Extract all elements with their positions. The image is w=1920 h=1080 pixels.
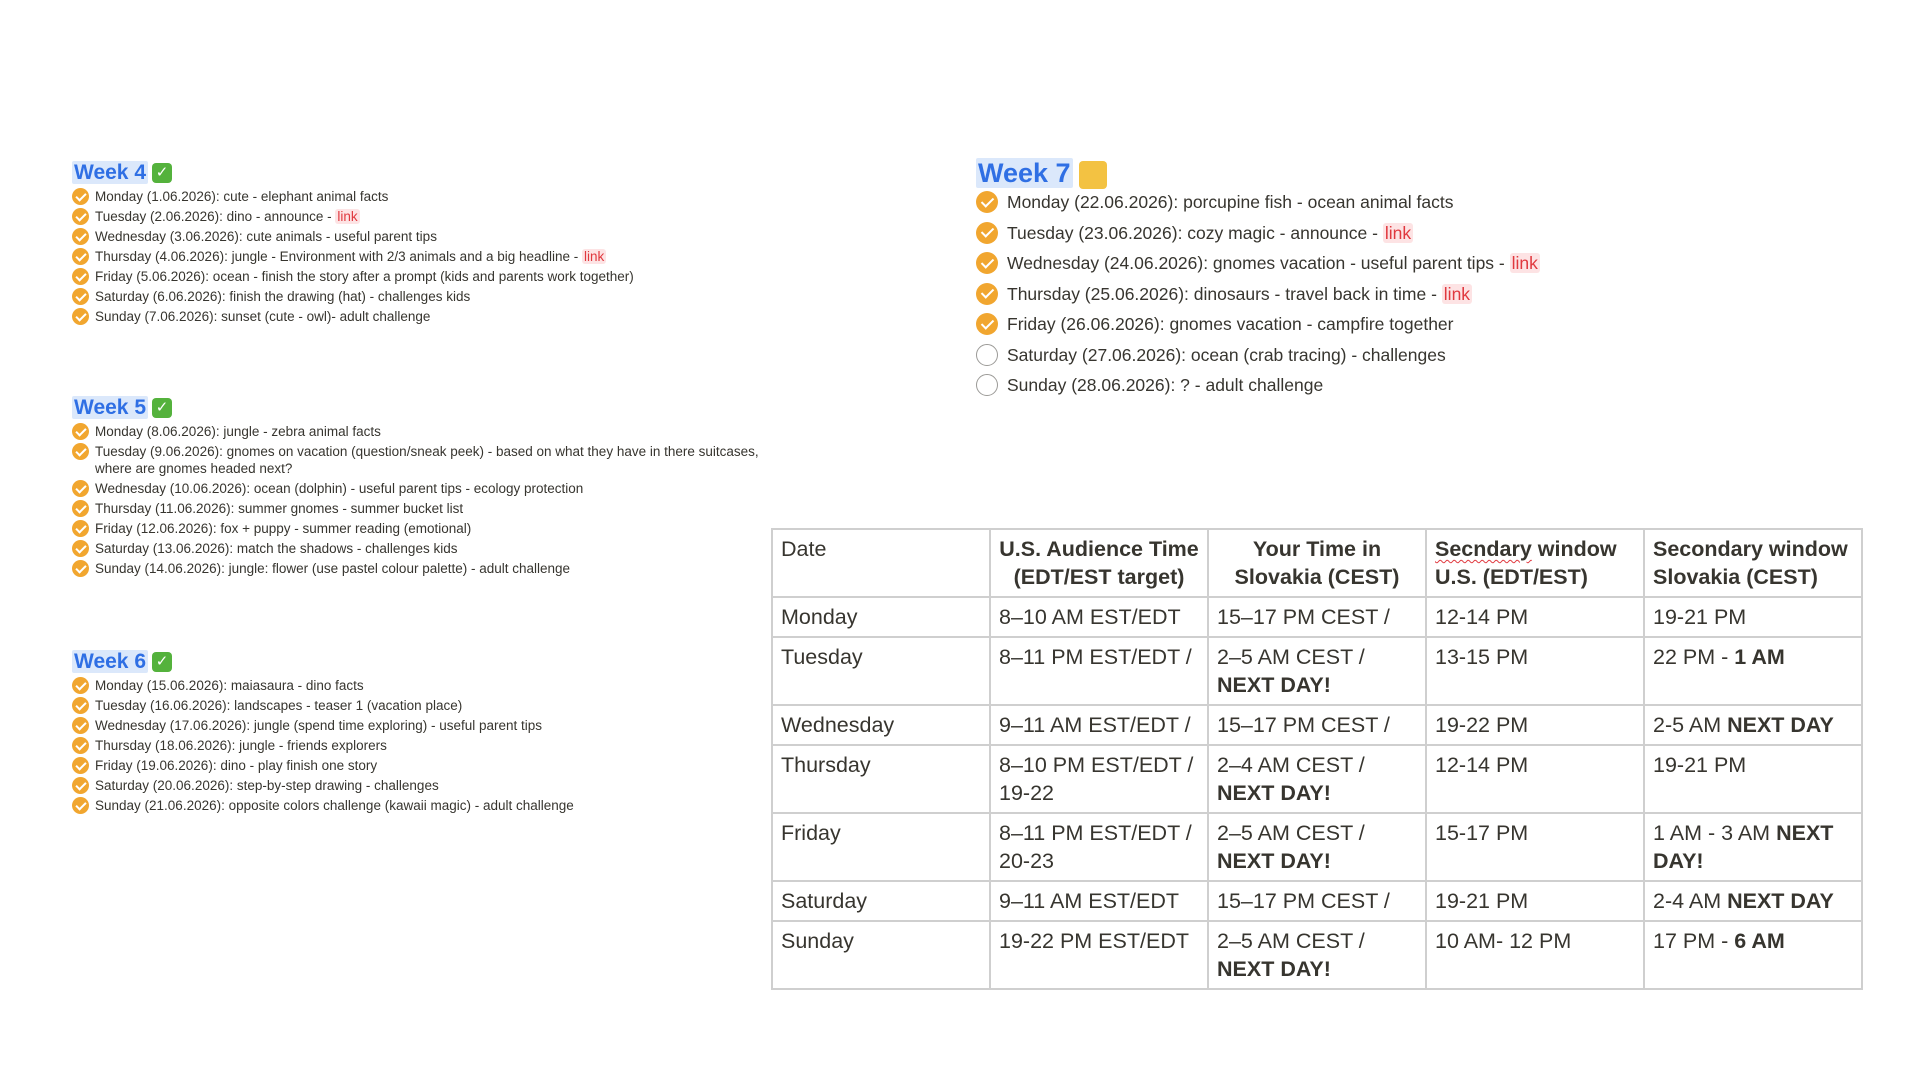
week-6-section bbox=[72, 649, 792, 817]
todo-label: Friday (19.06.2026): dino - play finish one story bbox=[95, 758, 378, 773]
todo-item bbox=[72, 480, 792, 497]
todo-item bbox=[72, 208, 792, 225]
todo-text[interactable] bbox=[95, 757, 377, 774]
cell-text: 9–11 AM EST/EDT bbox=[999, 889, 1180, 913]
misspelled-word: Secndary bbox=[1435, 537, 1532, 561]
todo-label: Sunday (21.06.2026): opposite colors challenge (kawaii magic) - adult challenge bbox=[95, 798, 574, 813]
cell-secondary-us[interactable] bbox=[1426, 705, 1644, 745]
cell-us-time[interactable] bbox=[990, 745, 1208, 813]
unchecked-checkbox-icon[interactable] bbox=[976, 374, 998, 396]
checked-checkbox-icon[interactable] bbox=[72, 560, 89, 577]
cell-text: 2–5 AM CEST / bbox=[1217, 929, 1365, 953]
cell-text: Thursday bbox=[781, 753, 871, 777]
todo-item bbox=[72, 777, 792, 794]
schedule-table bbox=[771, 528, 1863, 990]
cell-day[interactable] bbox=[772, 745, 990, 813]
header-us-audience-time[interactable]: U.S. Audience Time (EDT/EST target) bbox=[990, 529, 1208, 597]
cell-slovakia-time[interactable] bbox=[1208, 813, 1426, 881]
check-mark-icon: ✓ bbox=[152, 163, 172, 183]
todo-list bbox=[72, 188, 792, 325]
table-row bbox=[772, 813, 1862, 881]
link-chip[interactable]: link bbox=[1443, 283, 1471, 304]
cell-us-time[interactable] bbox=[990, 705, 1208, 745]
checked-checkbox-icon[interactable] bbox=[72, 757, 89, 774]
cell-text: 8–10 PM EST/EDT / bbox=[999, 753, 1194, 777]
todo-label: Monday (1.06.2026): cute - elephant animal facts bbox=[95, 189, 389, 204]
checked-checkbox-icon[interactable] bbox=[72, 288, 89, 305]
table-row bbox=[772, 597, 1862, 637]
checked-checkbox-icon[interactable] bbox=[976, 313, 998, 335]
next-day-note: NEXT DAY bbox=[1727, 713, 1834, 737]
cell-text: Saturday bbox=[781, 889, 868, 913]
cell-secondary-us[interactable] bbox=[1426, 813, 1644, 881]
todo-text[interactable] bbox=[1007, 252, 1540, 274]
todo-text[interactable] bbox=[95, 697, 462, 714]
todo-label: Tuesday (9.06.2026): gnomes on vacation (question/sneak peek) - based on what they have in there suitcases, where are gnomes headed next? bbox=[95, 444, 759, 476]
table-row bbox=[772, 705, 1862, 745]
todo-item bbox=[72, 268, 792, 285]
cell-slovakia-time[interactable] bbox=[1208, 597, 1426, 637]
cell-slovakia-time[interactable] bbox=[1208, 637, 1426, 705]
cell-text: 12-14 PM bbox=[1435, 753, 1529, 777]
next-day-note: NEXT DAY! bbox=[1653, 821, 1834, 873]
checked-checkbox-icon[interactable] bbox=[72, 308, 89, 325]
todo-text[interactable] bbox=[95, 423, 381, 440]
todo-item bbox=[976, 252, 1716, 274]
todo-label: Monday (22.06.2026): porcupine fish - ocean animal facts bbox=[1007, 192, 1454, 212]
checked-checkbox-icon[interactable] bbox=[72, 697, 89, 714]
todo-item bbox=[72, 677, 792, 694]
todo-item bbox=[72, 423, 792, 440]
todo-label: Saturday (13.06.2026): match the shadows - challenges kids bbox=[95, 541, 458, 556]
checked-checkbox-icon[interactable] bbox=[72, 717, 89, 734]
checked-checkbox-icon[interactable] bbox=[72, 208, 89, 225]
checked-checkbox-icon[interactable] bbox=[72, 480, 89, 497]
todo-text[interactable] bbox=[1007, 344, 1446, 366]
todo-text[interactable] bbox=[1007, 313, 1453, 335]
cell-text: 10 AM- 12 PM bbox=[1435, 929, 1572, 953]
link-chip[interactable]: link bbox=[337, 209, 358, 224]
checked-checkbox-icon[interactable] bbox=[72, 443, 89, 460]
todo-label: Thursday (4.06.2026): jungle - Environment with 2/3 animals and a big headline - bbox=[95, 249, 583, 264]
cell-text: 15–17 PM CEST / bbox=[1217, 713, 1390, 737]
unchecked-checkbox-icon[interactable] bbox=[976, 344, 998, 366]
cell-text: 19-21 PM bbox=[1435, 889, 1529, 913]
cell-day[interactable] bbox=[772, 881, 990, 921]
todo-text[interactable] bbox=[1007, 222, 1413, 244]
todo-text[interactable] bbox=[95, 737, 387, 754]
week-4-section bbox=[72, 160, 792, 328]
todo-label: Friday (12.06.2026): fox + puppy - summer reading (emotional) bbox=[95, 521, 472, 536]
cell-text: 19-22 PM bbox=[1435, 713, 1529, 737]
cell-secondary-slovakia[interactable] bbox=[1644, 813, 1862, 881]
checked-checkbox-icon[interactable] bbox=[72, 248, 89, 265]
todo-text[interactable] bbox=[95, 540, 457, 557]
cell-day[interactable] bbox=[772, 921, 990, 989]
checked-checkbox-icon[interactable] bbox=[72, 188, 89, 205]
todo-label: Sunday (14.06.2026): jungle: flower (use pastel colour palette) - adult challenge bbox=[95, 561, 571, 576]
todo-label: Thursday (18.06.2026): jungle - friends explorers bbox=[95, 738, 387, 753]
cell-secondary-slovakia[interactable] bbox=[1644, 637, 1862, 705]
checked-checkbox-icon[interactable] bbox=[72, 777, 89, 794]
cell-text: 19-21 PM bbox=[1653, 753, 1747, 777]
cell-text: 19-22 PM EST/EDT bbox=[999, 929, 1189, 953]
todo-label: Sunday (28.06.2026): ? - adult challenge bbox=[1007, 375, 1324, 395]
week-heading[interactable] bbox=[72, 395, 172, 421]
todo-text[interactable] bbox=[95, 288, 470, 305]
todo-text[interactable] bbox=[95, 777, 439, 794]
cell-text: 1 AM - 3 AM bbox=[1653, 821, 1777, 845]
checked-checkbox-icon[interactable] bbox=[72, 737, 89, 754]
todo-label: Friday (26.06.2026): gnomes vacation - campfire together bbox=[1007, 314, 1454, 334]
cell-slovakia-time[interactable] bbox=[1208, 921, 1426, 989]
checked-checkbox-icon[interactable] bbox=[976, 222, 998, 244]
todo-label: Monday (15.06.2026): maiasaura - dino facts bbox=[95, 678, 364, 693]
table-row bbox=[772, 881, 1862, 921]
cell-day[interactable] bbox=[772, 813, 990, 881]
checked-checkbox-icon[interactable] bbox=[72, 423, 89, 440]
todo-text[interactable] bbox=[95, 797, 574, 814]
cell-text: 8–11 PM EST/EDT / bbox=[999, 821, 1192, 845]
week-heading-text: Week 6 bbox=[74, 650, 146, 673]
week-heading-text: Week 7 bbox=[978, 158, 1071, 188]
cell-secondary-slovakia[interactable] bbox=[1644, 597, 1862, 637]
todo-text[interactable] bbox=[95, 208, 360, 225]
cell-text: 13-15 PM bbox=[1435, 645, 1529, 669]
todo-label: Saturday (20.06.2026): step-by-step drawing - challenges bbox=[95, 778, 439, 793]
todo-text[interactable] bbox=[95, 520, 471, 537]
cell-secondary-slovakia[interactable] bbox=[1644, 881, 1862, 921]
todo-list bbox=[72, 677, 792, 814]
checked-checkbox-icon[interactable] bbox=[72, 540, 89, 557]
cell-text: 2-4 AM bbox=[1653, 889, 1728, 913]
link-chip[interactable]: link bbox=[1511, 253, 1538, 273]
cell-secondary-us[interactable] bbox=[1426, 881, 1644, 921]
link-chip[interactable]: link bbox=[1384, 222, 1412, 243]
cell-secondary-us[interactable] bbox=[1426, 921, 1644, 989]
todo-list bbox=[976, 191, 1716, 396]
week-heading[interactable] bbox=[72, 160, 172, 186]
cell-text: Tuesday bbox=[781, 645, 863, 669]
todo-label: Tuesday (16.06.2026): landscapes - teaser 1 (vacation place) bbox=[95, 698, 463, 713]
todo-item bbox=[72, 288, 792, 305]
cell-us-time[interactable] bbox=[990, 597, 1208, 637]
cell-text: Friday bbox=[781, 821, 841, 845]
todo-label: Tuesday (23.06.2026): cozy magic - announce - bbox=[1007, 222, 1383, 243]
todo-label: Wednesday (10.06.2026): ocean (dolphin) - useful parent tips - ecology protection bbox=[95, 481, 584, 496]
week-5-section bbox=[72, 395, 792, 580]
checked-checkbox-icon[interactable] bbox=[72, 268, 89, 285]
header-date[interactable]: Date bbox=[772, 529, 990, 597]
todo-item bbox=[72, 560, 792, 577]
todo-item bbox=[72, 797, 792, 814]
cell-text: 2–5 AM CEST / bbox=[1217, 645, 1365, 669]
table-row bbox=[772, 745, 1862, 813]
todo-item bbox=[976, 344, 1716, 366]
todo-text[interactable] bbox=[95, 188, 388, 205]
table-header-row bbox=[772, 529, 1862, 597]
cell-day[interactable] bbox=[772, 597, 990, 637]
cell-us-time[interactable] bbox=[990, 921, 1208, 989]
todo-label: Tuesday (2.06.2026): dino - announce - bbox=[95, 209, 336, 224]
week-heading[interactable] bbox=[72, 649, 172, 675]
cell-text-secondary: 19-22 bbox=[999, 781, 1054, 805]
todo-text[interactable] bbox=[95, 248, 606, 265]
todo-text[interactable] bbox=[95, 480, 583, 497]
todo-label: Monday (8.06.2026): jungle - zebra animal facts bbox=[95, 424, 381, 439]
todo-label: Wednesday (3.06.2026): cute animals - useful parent tips bbox=[95, 229, 437, 244]
next-day-note: NEXT DAY! bbox=[1217, 849, 1331, 873]
todo-text[interactable] bbox=[1007, 191, 1454, 213]
cell-text: 17 PM - bbox=[1653, 929, 1735, 953]
todo-label: Thursday (25.06.2026): dinosaurs - travel back in time - bbox=[1007, 283, 1442, 304]
header-secondary-slovakia[interactable]: Secondary window Slovakia (CEST) bbox=[1644, 529, 1862, 597]
cell-text: 12-14 PM bbox=[1435, 605, 1529, 629]
todo-item bbox=[72, 188, 792, 205]
link-chip[interactable]: link bbox=[584, 249, 605, 264]
todo-text[interactable] bbox=[95, 268, 634, 285]
cell-secondary-us[interactable] bbox=[1426, 637, 1644, 705]
todo-item bbox=[72, 248, 792, 265]
todo-text[interactable] bbox=[1007, 374, 1323, 396]
header-slovakia-time[interactable]: Your Time in Slovakia (CEST) bbox=[1208, 529, 1426, 597]
checked-checkbox-icon[interactable] bbox=[72, 500, 89, 517]
check-mark-icon: ✓ bbox=[152, 652, 172, 672]
checked-checkbox-icon[interactable] bbox=[976, 252, 998, 274]
next-day-note: 1 AM bbox=[1734, 645, 1785, 669]
cell-text: 8–11 PM EST/EDT / bbox=[999, 645, 1192, 669]
cell-secondary-slovakia[interactable] bbox=[1644, 705, 1862, 745]
cell-secondary-us[interactable] bbox=[1426, 597, 1644, 637]
todo-item bbox=[72, 737, 792, 754]
todo-text[interactable] bbox=[95, 560, 570, 577]
checked-checkbox-icon[interactable] bbox=[976, 283, 998, 305]
table-row bbox=[772, 921, 1862, 989]
todo-label: Sunday (7.06.2026): sunset (cute - owl)- adult challenge bbox=[95, 309, 431, 324]
todo-item bbox=[72, 228, 792, 245]
cell-day[interactable] bbox=[772, 705, 990, 745]
todo-text[interactable] bbox=[95, 308, 430, 325]
todo-text[interactable] bbox=[95, 677, 364, 694]
check-mark-icon: ✓ bbox=[152, 398, 172, 418]
todo-item bbox=[976, 191, 1716, 213]
cell-text: 9–11 AM EST/EDT / bbox=[999, 713, 1191, 737]
next-day-note: NEXT DAY! bbox=[1217, 673, 1331, 697]
cell-text: Wednesday bbox=[781, 713, 895, 737]
cell-secondary-slovakia[interactable] bbox=[1644, 921, 1862, 989]
todo-label: Saturday (6.06.2026): finish the drawing (hat) - challenges kids bbox=[95, 289, 471, 304]
todo-label: Friday (5.06.2026): ocean - finish the story after a prompt (kids and parents work together) bbox=[95, 269, 634, 284]
cell-text: Sunday bbox=[781, 929, 854, 953]
week-7-section bbox=[976, 156, 1716, 405]
header-secondary-us[interactable]: Secndary window U.S. (EDT/EST) bbox=[1426, 529, 1644, 597]
checked-checkbox-icon[interactable] bbox=[976, 191, 998, 213]
cell-text-secondary: 20-23 bbox=[999, 849, 1054, 873]
cell-slovakia-time[interactable] bbox=[1208, 881, 1426, 921]
cell-text: 22 PM - bbox=[1653, 645, 1735, 669]
cell-secondary-us[interactable] bbox=[1426, 745, 1644, 813]
yellow-square-icon bbox=[1079, 161, 1107, 189]
next-day-note: NEXT DAY! bbox=[1217, 957, 1331, 981]
cell-text: 15-17 PM bbox=[1435, 821, 1529, 845]
cell-text: 15–17 PM CEST / bbox=[1217, 889, 1390, 913]
todo-item bbox=[976, 283, 1716, 305]
table-body bbox=[772, 597, 1862, 989]
todo-item bbox=[72, 717, 792, 734]
cell-slovakia-time[interactable] bbox=[1208, 705, 1426, 745]
todo-label: Wednesday (17.06.2026): jungle (spend time exploring) - useful parent tips bbox=[95, 718, 543, 733]
week-heading[interactable] bbox=[976, 156, 1107, 190]
checked-checkbox-icon[interactable] bbox=[72, 797, 89, 814]
next-day-note: NEXT DAY bbox=[1727, 889, 1834, 913]
todo-item bbox=[72, 520, 792, 537]
todo-text[interactable] bbox=[95, 228, 437, 245]
checked-checkbox-icon[interactable] bbox=[72, 677, 89, 694]
todo-item bbox=[976, 313, 1716, 335]
week-heading-text: Week 4 bbox=[74, 161, 146, 184]
cell-text: 19-21 PM bbox=[1653, 605, 1747, 629]
todo-item bbox=[72, 308, 792, 325]
cell-day[interactable] bbox=[772, 637, 990, 705]
todo-item bbox=[72, 443, 792, 477]
todo-label: Thursday (11.06.2026): summer gnomes - summer bucket list bbox=[95, 501, 464, 516]
todo-item bbox=[976, 222, 1716, 244]
checked-checkbox-icon[interactable] bbox=[72, 520, 89, 537]
todo-text[interactable] bbox=[95, 717, 542, 734]
todo-text[interactable] bbox=[95, 500, 463, 517]
cell-us-time[interactable] bbox=[990, 637, 1208, 705]
todo-item bbox=[72, 697, 792, 714]
todo-item bbox=[72, 540, 792, 557]
cell-slovakia-time[interactable] bbox=[1208, 745, 1426, 813]
next-day-note: NEXT DAY! bbox=[1217, 781, 1331, 805]
cell-text: Monday bbox=[781, 605, 858, 629]
checked-checkbox-icon[interactable] bbox=[72, 228, 89, 245]
todo-item bbox=[72, 500, 792, 517]
cell-secondary-slovakia[interactable] bbox=[1644, 745, 1862, 813]
todo-text[interactable] bbox=[1007, 283, 1472, 305]
cell-text: 8–10 AM EST/EDT bbox=[999, 605, 1181, 629]
cell-text: 2-5 AM bbox=[1653, 713, 1728, 737]
cell-us-time[interactable] bbox=[990, 881, 1208, 921]
cell-us-time[interactable] bbox=[990, 813, 1208, 881]
cell-text: 2–5 AM CEST / bbox=[1217, 821, 1365, 845]
todo-item bbox=[72, 757, 792, 774]
todo-text[interactable] bbox=[95, 443, 792, 477]
next-day-note: 6 AM bbox=[1734, 929, 1785, 953]
todo-label: Wednesday (24.06.2026): gnomes vacation - useful parent tips - bbox=[1007, 253, 1510, 273]
todo-label: Saturday (27.06.2026): ocean (crab tracing) - challenges bbox=[1007, 344, 1446, 365]
todo-list bbox=[72, 423, 792, 577]
todo-item bbox=[976, 374, 1716, 396]
cell-text: 2–4 AM CEST / bbox=[1217, 753, 1365, 777]
table-row bbox=[772, 637, 1862, 705]
week-heading-text: Week 5 bbox=[74, 396, 146, 419]
cell-text: 15–17 PM CEST / bbox=[1217, 605, 1390, 629]
